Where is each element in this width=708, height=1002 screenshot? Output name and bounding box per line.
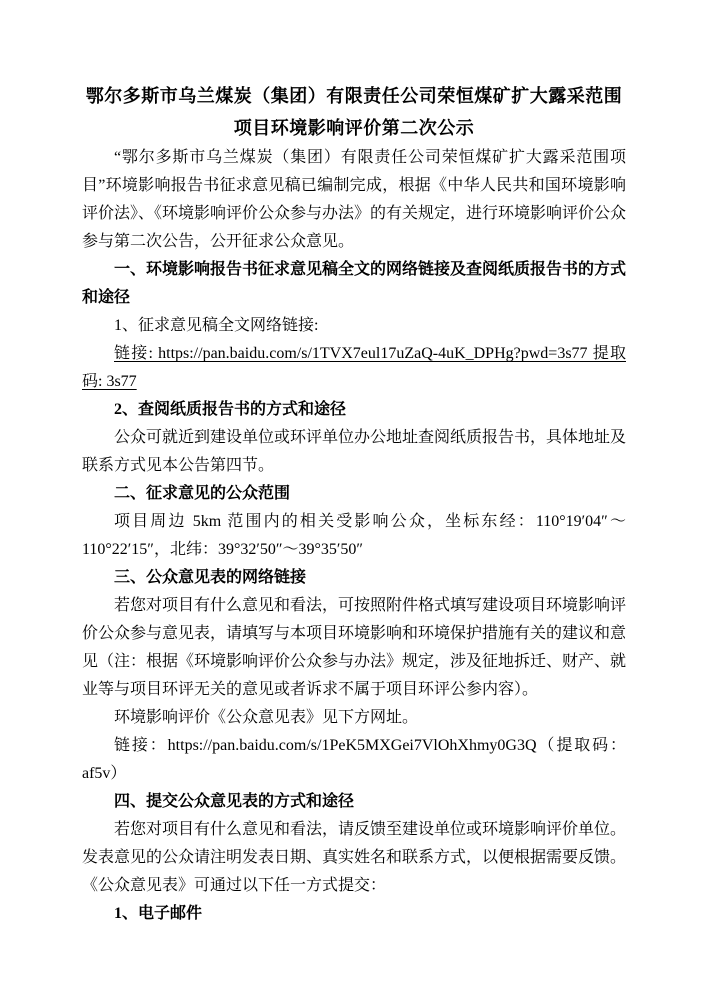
section-3-heading: 三、公众意见表的网络链接 xyxy=(114,569,307,586)
intro-paragraph: “鄂尔多斯市乌兰煤炭（集团）有限责任公司荣恒煤矿扩大露采范围项目”环境影响报告书征求意见稿已编制完成，根据《中华人民共和国环境影响评价法》、《环境影响评价公众参与办法》的有关规定，进行环境影响评价公众参与第二次公告，公开征求公众意见。 xyxy=(82,149,627,250)
section-1-item-2-label: 2、查阅纸质报告书的方式和途径 xyxy=(114,401,347,418)
section-3-note: 环境影响评价《公众意见表》见下方网址。 xyxy=(114,709,419,726)
section-2-heading: 二、征求意见的公众范围 xyxy=(114,485,291,502)
report-draft-link[interactable]: 链接: https://pan.baidu.com/s/1TVX7eul17uZaQ-4uK_DPHg?pwd=3s77 提取码: 3s77 xyxy=(82,345,626,390)
section-1-item-2-text: 公众可就近到建设单位或环评单位办公地址查阅纸质报告书，具体地址及联系方式见本公告第四节。 xyxy=(82,429,627,474)
section-1-item-1-label: 1、征求意见稿全文网络链接: xyxy=(114,317,319,334)
opinion-form-link[interactable]: 链接：https://pan.baidu.com/s/1PeK5MXGei7VlOhXhmy0G3Q（提取码：af5v） xyxy=(82,737,626,782)
section-2-body: 项目周边 5km 范围内的相关受影响公众，坐标东经：110°19′04″～110°22′15″，北纬：39°32′50″～39°35′50″ xyxy=(82,513,626,558)
section-4-heading: 四、提交公众意见表的方式和途径 xyxy=(114,793,355,810)
section-1-heading: 一、环境影响报告书征求意见稿全文的网络链接及查阅纸质报告书的方式和途径 xyxy=(82,261,627,306)
section-4-body: 若您对项目有什么意见和看法，请反馈至建设单位或环境影响评价单位。发表意见的公众请注明发表日期、真实姓名和联系方式，以便根据需要反馈。《公众意见表》可通过以下任一方式提交： xyxy=(82,821,627,894)
section-3-body: 若您对项目有什么意见和看法，可按照附件格式填写建设项目环境影响评价公众参与意见表，请填写与本项目环境影响和环境保护措施有关的建议和意见（注：根据《环境影响评价公众参与办法》规定，涉及征地拆迁、财产、就业等与项目环评无关的意见或者诉求不属于项目环评公参内容）。 xyxy=(82,597,627,698)
document-title: 鄂尔多斯市乌兰煤炭（集团）有限责任公司荣恒煤矿扩大露采范围项目环境影响评价第二次公示 xyxy=(85,86,623,138)
section-4-method-1: 1、电子邮件 xyxy=(114,905,203,922)
